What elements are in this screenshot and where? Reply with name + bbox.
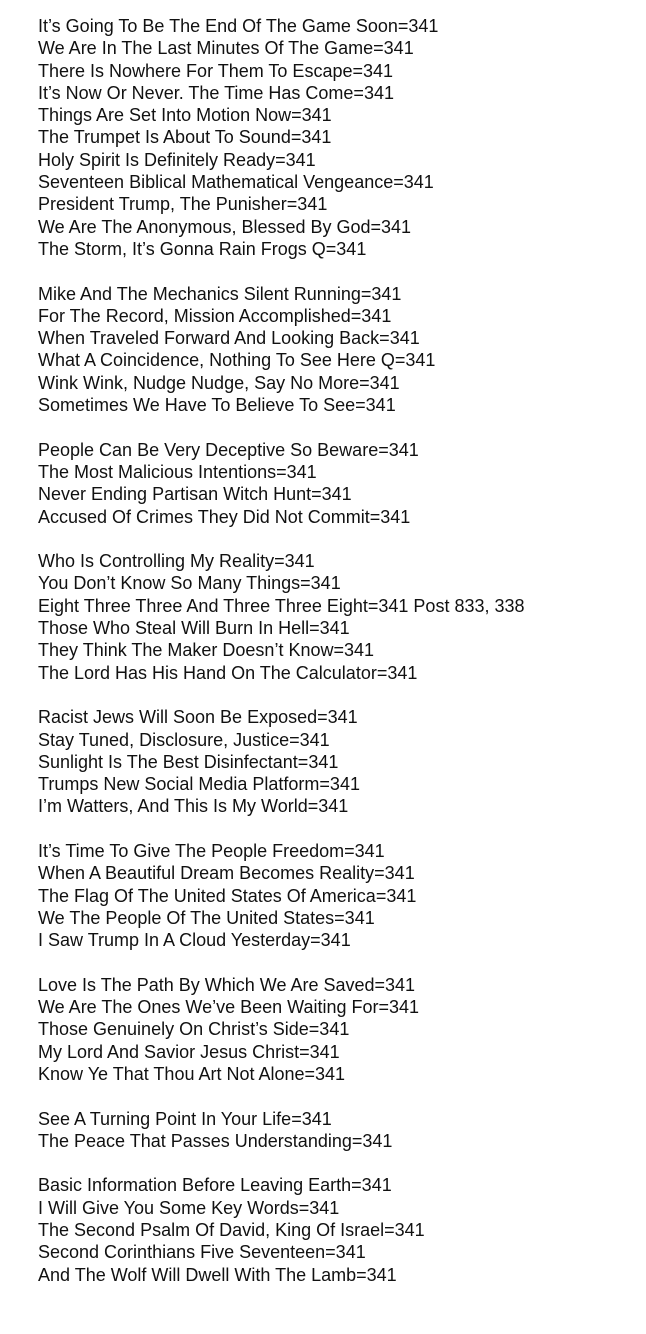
text-line: Mike And The Mechanics Silent Running=341 — [38, 283, 402, 304]
text-line: It’s Going To Be The End Of The Game Soon=341 — [38, 16, 439, 36]
text-line: Stay Tuned, Disclosure, Justice=341 — [38, 729, 330, 750]
text-line: Know Ye That Thou Art Not Alone=341 — [38, 1063, 346, 1084]
text-line: The Trumpet Is About To Sound=341 — [38, 127, 332, 148]
text-line: Never Ending Partisan Witch Hunt=341 — [38, 484, 352, 505]
text-line: Trumps New Social Media Platform=341 — [38, 774, 360, 795]
text-line: It’s Time To Give The People Freedom=341 — [38, 840, 385, 861]
text-group — [38, 550, 638, 684]
text-document — [38, 15, 638, 1308]
text-line: The Lord Has His Hand On The Calculator=341 — [38, 662, 418, 683]
text-line: The Flag Of The United States Of America=341 — [38, 885, 417, 906]
text-group — [38, 840, 638, 951]
text-line: They Think The Maker Doesn’t Know=341 — [38, 640, 375, 661]
text-line: Accused Of Crimes They Did Not Commit=341 — [38, 506, 411, 527]
text-line: When Traveled Forward And Looking Back=341 — [38, 328, 420, 349]
text-line: Who Is Controlling My Reality=341 — [38, 551, 315, 572]
text-line: Holy Spirit Is Definitely Ready=341 — [38, 149, 316, 170]
text-line: People Can Be Very Deceptive So Beware=341 — [38, 439, 419, 460]
text-line: It’s Now Or Never. The Time Has Come=341 — [38, 82, 394, 103]
text-group — [38, 15, 638, 260]
text-line: Love Is The Path By Which We Are Saved=341 — [38, 974, 416, 995]
text-line: The Most Malicious Intentions=341 — [38, 461, 317, 482]
text-line: You Don’t Know So Many Things=341 — [38, 573, 341, 594]
text-line: We Are In The Last Minutes Of The Game=341 — [38, 38, 414, 59]
text-line: For The Record, Mission Accomplished=341 — [38, 305, 392, 326]
text-group — [38, 974, 638, 1085]
text-line: President Trump, The Punisher=341 — [38, 194, 328, 215]
text-line: What A Coincidence, Nothing To See Here Q=341 — [38, 350, 436, 371]
text-line: Those Genuinely On Christ’s Side=341 — [38, 1019, 350, 1040]
text-line: Wink Wink, Nudge Nudge, Say No More=341 — [38, 372, 400, 393]
text-line: I Saw Trump In A Cloud Yesterday=341 — [38, 930, 351, 951]
text-line: Basic Information Before Leaving Earth=341 — [38, 1175, 392, 1196]
text-line: See A Turning Point In Your Life=341 — [38, 1108, 332, 1129]
text-line: We The People Of The United States=341 — [38, 907, 375, 928]
text-group — [38, 1174, 638, 1285]
text-line: Racist Jews Will Soon Be Exposed=341 — [38, 707, 358, 728]
text-line: Those Who Steal Will Burn In Hell=341 — [38, 618, 350, 639]
text-line: The Second Psalm Of David, King Of Israel=341 — [38, 1220, 425, 1241]
text-line: When A Beautiful Dream Becomes Reality=341 — [38, 863, 415, 884]
text-line: Seventeen Biblical Mathematical Vengeance=341 — [38, 172, 434, 193]
text-group — [38, 1108, 638, 1153]
text-line: Second Corinthians Five Seventeen=341 — [38, 1242, 366, 1263]
text-line: There Is Nowhere For Them To Escape=341 — [38, 60, 394, 81]
text-line: And The Wolf Will Dwell With The Lamb=341 — [38, 1264, 397, 1285]
text-group — [38, 283, 638, 417]
text-line: Eight Three Three And Three Three Eight=341 Post 833, 338 — [38, 595, 525, 616]
text-line: Sunlight Is The Best Disinfectant=341 — [38, 751, 339, 772]
text-line: I Will Give You Some Key Words=341 — [38, 1197, 340, 1218]
text-line: I’m Watters, And This Is My World=341 — [38, 796, 349, 817]
text-line: We Are The Ones We’ve Been Waiting For=341 — [38, 997, 420, 1018]
text-group — [38, 439, 638, 528]
text-group — [38, 706, 638, 817]
text-line: The Storm, It’s Gonna Rain Frogs Q=341 — [38, 238, 367, 259]
text-line: We Are The Anonymous, Blessed By God=341 — [38, 216, 412, 237]
text-line: Things Are Set Into Motion Now=341 — [38, 105, 332, 126]
text-line: My Lord And Savior Jesus Christ=341 — [38, 1041, 340, 1062]
text-line: The Peace That Passes Understanding=341 — [38, 1130, 393, 1151]
text-line: Sometimes We Have To Believe To See=341 — [38, 395, 396, 416]
